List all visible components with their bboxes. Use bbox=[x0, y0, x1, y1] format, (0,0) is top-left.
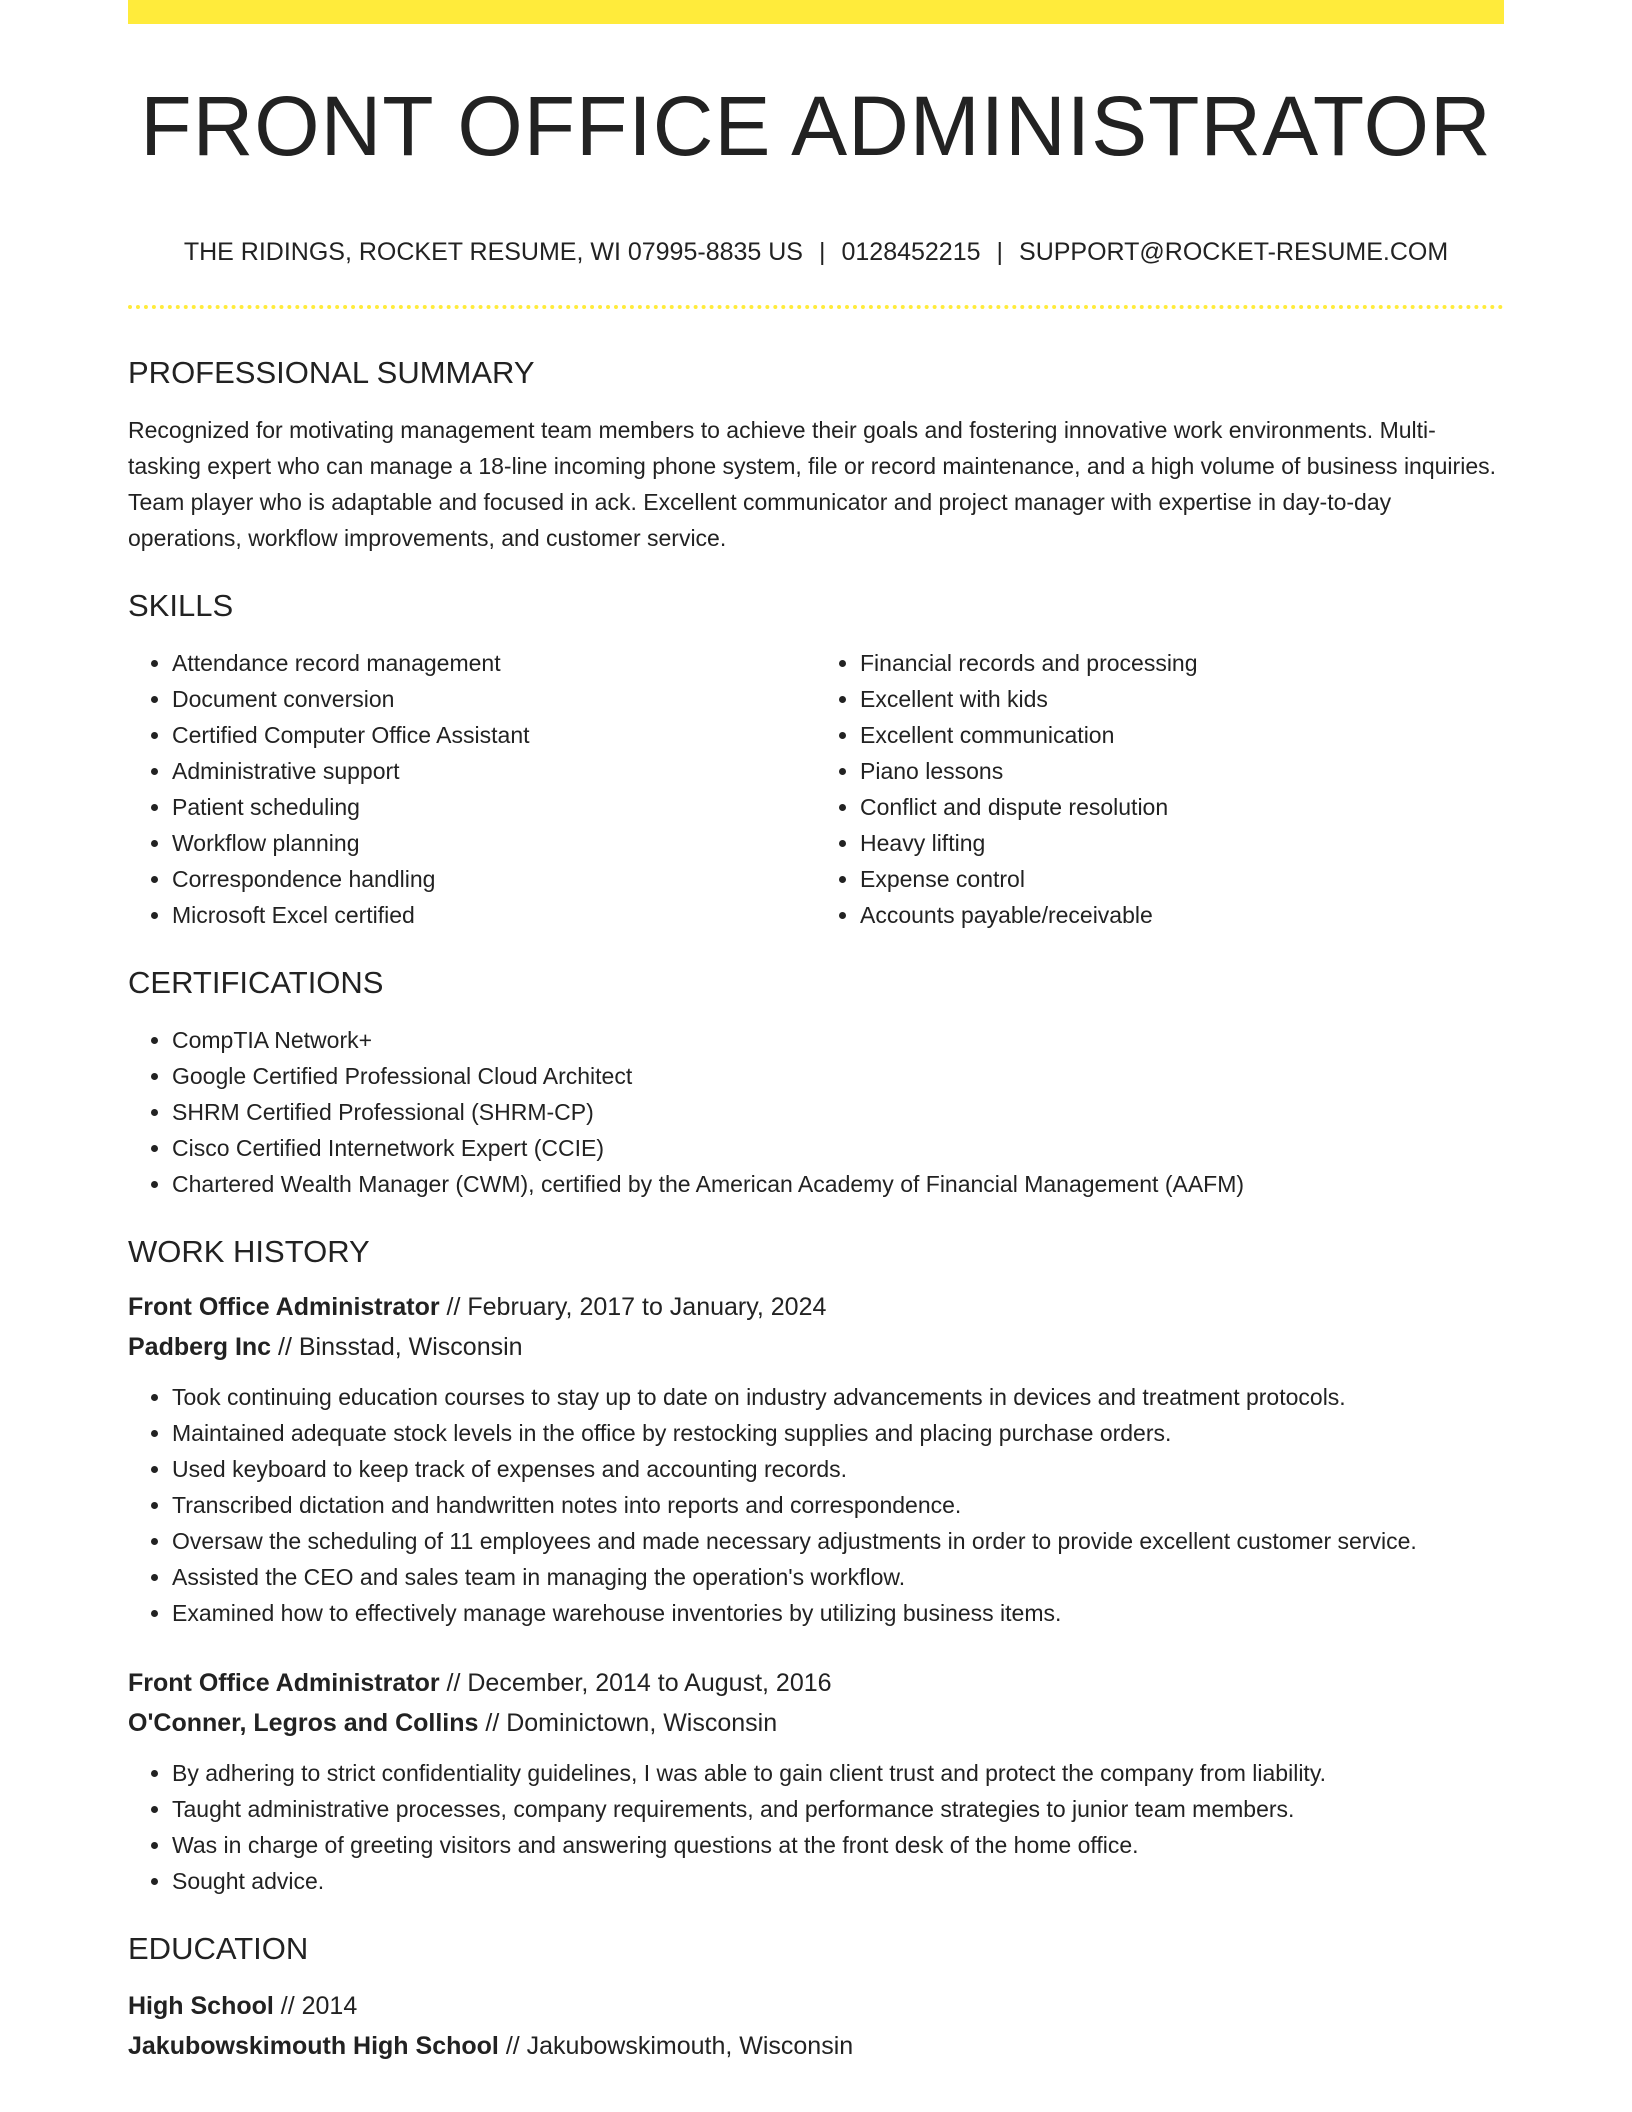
skill-item: • Patient scheduling bbox=[172, 789, 816, 825]
certification-item: • CompTIA Network+ bbox=[172, 1022, 1504, 1058]
education-year: // 2014 bbox=[273, 1992, 358, 2020]
skill-item: • Excellent with kids bbox=[860, 681, 1504, 717]
header-divider bbox=[128, 305, 1504, 309]
certification-item: • Cisco Certified Internetwork Expert (CCIE) bbox=[172, 1130, 1504, 1166]
job-bullet: • Took continuing education courses to stay up to date on industry advancements in devices and treatment protocols. bbox=[172, 1379, 1504, 1415]
job-role: Front Office Administrator bbox=[128, 1669, 440, 1697]
skills-heading: SKILLS bbox=[128, 588, 234, 623]
skill-item: • Accounts payable/receivable bbox=[860, 897, 1504, 933]
certification-item: • Google Certified Professional Cloud Architect bbox=[172, 1058, 1504, 1094]
job-entry bbox=[128, 1663, 1504, 1899]
resume-title: FRONT OFFICE ADMINISTRATOR bbox=[140, 79, 1492, 173]
contact-email: SUPPORT@ROCKET-RESUME.COM bbox=[1019, 238, 1449, 266]
job-bullet: • By adhering to strict confidentiality guidelines, I was able to gain client trust and protect the company from liability. bbox=[172, 1755, 1504, 1791]
contact-separator: | bbox=[818, 238, 826, 266]
summary-text: Recognized for motivating management team members to achieve their goals and fostering innovative work environments. Multi-tasking expert who can manage a 18-line incoming phone system, file or record maintenance, and a high volume of business inquiries. Team player who is adaptable and focused in ack. Excellent communicator and project manager with expertise in day-to-day operations, workflow improvements, and customer service. bbox=[128, 417, 1496, 551]
job-company-line bbox=[128, 1327, 1504, 1367]
job-bullet: • Oversaw the scheduling of 11 employees and made necessary adjustments in order to provide excellent customer service. bbox=[172, 1523, 1504, 1559]
resume-page bbox=[128, 0, 1504, 2066]
top-accent-bar bbox=[128, 0, 1504, 24]
contact-separator: | bbox=[996, 238, 1004, 266]
job-dates: // December, 2014 to August, 2016 bbox=[439, 1669, 832, 1697]
skill-item: • Financial records and processing bbox=[860, 645, 1504, 681]
skill-item: • Certified Computer Office Assistant bbox=[172, 717, 816, 753]
job-bullets bbox=[128, 1379, 1504, 1631]
job-location: // Binsstad, Wisconsin bbox=[271, 1333, 523, 1361]
certification-item: • Chartered Wealth Manager (CWM), certified by the American Academy of Financial Management (AAFM) bbox=[172, 1166, 1504, 1202]
skill-item: • Correspondence handling bbox=[172, 861, 816, 897]
job-bullet: • Taught administrative processes, company requirements, and performance strategies to junior team members. bbox=[172, 1791, 1504, 1827]
job-company: Padberg Inc bbox=[128, 1333, 272, 1361]
skill-item: • Microsoft Excel certified bbox=[172, 897, 816, 933]
job-title-line bbox=[128, 1663, 1504, 1703]
job-title-line bbox=[128, 1287, 1504, 1327]
summary-heading: PROFESSIONAL SUMMARY bbox=[128, 355, 535, 390]
job-location: // Dominictown, Wisconsin bbox=[478, 1709, 778, 1737]
skills-list-right bbox=[816, 645, 1504, 933]
certifications-heading: CERTIFICATIONS bbox=[128, 965, 384, 1000]
skill-item: • Document conversion bbox=[172, 681, 816, 717]
job-entry bbox=[128, 1287, 1504, 1631]
skill-item: • Expense control bbox=[860, 861, 1504, 897]
education-degree: High School bbox=[128, 1992, 274, 2020]
job-bullet: • Was in charge of greeting visitors and answering questions at the front desk of the home office. bbox=[172, 1827, 1504, 1863]
job-bullet: • Examined how to effectively manage warehouse inventories by utilizing business items. bbox=[172, 1595, 1504, 1631]
job-role: Front Office Administrator bbox=[128, 1293, 440, 1321]
job-company-line bbox=[128, 1703, 1504, 1743]
skills-list-left bbox=[128, 645, 816, 933]
job-bullets bbox=[128, 1755, 1504, 1899]
education-location: // Jakubowskimouth, Wisconsin bbox=[498, 2032, 854, 2060]
skill-item: • Heavy lifting bbox=[860, 825, 1504, 861]
education-degree-line bbox=[128, 1986, 1504, 2026]
work-history-heading: WORK HISTORY bbox=[128, 1234, 370, 1269]
job-bullet: • Used keyboard to keep track of expenses and accounting records. bbox=[172, 1451, 1504, 1487]
job-company: O'Conner, Legros and Collins bbox=[128, 1709, 479, 1737]
contact-phone: 0128452215 bbox=[841, 238, 981, 266]
skill-item: • Workflow planning bbox=[172, 825, 816, 861]
education-entry bbox=[128, 1986, 1504, 2066]
education-heading: EDUCATION bbox=[128, 1931, 309, 1966]
contact-address: THE RIDINGS, ROCKET RESUME, WI 07995-8835 US bbox=[183, 238, 803, 266]
job-bullet: • Sought advice. bbox=[172, 1863, 1504, 1899]
skill-item: • Attendance record management bbox=[172, 645, 816, 681]
skill-item: • Piano lessons bbox=[860, 753, 1504, 789]
job-bullet: • Maintained adequate stock levels in the office by restocking supplies and placing purchase orders. bbox=[172, 1415, 1504, 1451]
skill-item: • Excellent communication bbox=[860, 717, 1504, 753]
certification-item: • SHRM Certified Professional (SHRM-CP) bbox=[172, 1094, 1504, 1130]
skill-item: • Conflict and dispute resolution bbox=[860, 789, 1504, 825]
job-bullet: • Assisted the CEO and sales team in managing the operation's workflow. bbox=[172, 1559, 1504, 1595]
job-dates: // February, 2017 to January, 2024 bbox=[439, 1293, 827, 1321]
skills-columns bbox=[128, 645, 1504, 933]
education-school-line bbox=[128, 2026, 1504, 2066]
education-school: Jakubowskimouth High School bbox=[128, 2032, 499, 2060]
contact-line bbox=[128, 240, 1504, 265]
job-bullet: • Transcribed dictation and handwritten notes into reports and correspondence. bbox=[172, 1487, 1504, 1523]
certifications-list bbox=[128, 1022, 1504, 1202]
skill-item: • Administrative support bbox=[172, 753, 816, 789]
